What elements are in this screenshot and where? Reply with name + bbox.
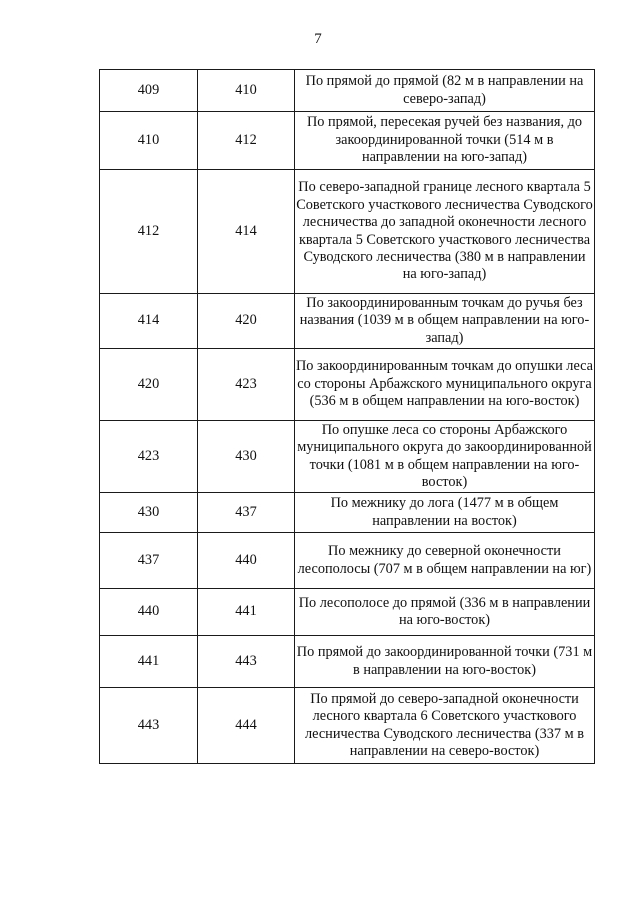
to-point-cell: 444 [198,688,295,764]
from-point-cell: 412 [100,170,198,294]
description-cell: По закоординированным точкам до ручья без названия (1039 м в общем направлении на юго-запад) [295,294,595,349]
to-point-cell: 443 [198,636,295,688]
to-point-cell: 440 [198,533,295,589]
to-point-cell: 430 [198,421,295,493]
to-point-cell: 420 [198,294,295,349]
to-point-cell: 437 [198,493,295,533]
table-row [100,70,595,112]
table-row [100,636,595,688]
from-point-cell: 443 [100,688,198,764]
from-point-cell: 437 [100,533,198,589]
to-point-cell: 410 [198,70,295,112]
page-number: 7 [314,31,322,47]
table-row [100,421,595,493]
table-row [100,589,595,636]
table-row [100,170,595,294]
description-cell: По лесополосе до прямой (336 м в направлении на юго-восток) [295,589,595,636]
to-point-cell: 414 [198,170,295,294]
description-cell: По прямой до прямой (82 м в направлении на северо-запад) [295,70,595,112]
from-point-cell: 420 [100,349,198,421]
from-point-cell: 423 [100,421,198,493]
table-row [100,112,595,170]
boundary-description-table [99,69,595,764]
description-cell: По межнику до северной оконечности лесополосы (707 м в общем направлении на юг) [295,533,595,589]
description-cell: По закоординированным точкам до опушки леса со стороны Арбажского муниципального округа (536 м в общем направлении на юго-восток) [295,349,595,421]
from-point-cell: 441 [100,636,198,688]
from-point-cell: 410 [100,112,198,170]
from-point-cell: 409 [100,70,198,112]
description-cell: По прямой, пересекая ручей без названия, до закоординированной точки (514 м в направлении на юго-запад) [295,112,595,170]
from-point-cell: 440 [100,589,198,636]
to-point-cell: 412 [198,112,295,170]
table-row [100,688,595,764]
description-cell: По прямой до закоординированной точки (731 м в направлении на юго-восток) [295,636,595,688]
description-cell: По межнику до лога (1477 м в общем направлении на восток) [295,493,595,533]
table-row [100,533,595,589]
description-cell: По северо-западной границе лесного квартала 5 Советского участкового лесничества Суводского лесничества до западной оконечности лесного квартала 5 Советского участкового лесничества Суводского лесничества (380 м в направлении на юго-запад) [295,170,595,294]
table-row [100,493,595,533]
from-point-cell: 430 [100,493,198,533]
table-row [100,349,595,421]
from-point-cell: 414 [100,294,198,349]
to-point-cell: 423 [198,349,295,421]
description-cell: По прямой до северо-западной оконечности лесного квартала 6 Советского участкового лесничества Суводского лесничества (337 м в направлении на северо-восток) [295,688,595,764]
description-cell: По опушке леса со стороны Арбажского муниципального округа до закоординированной точки (1081 м в общем направлении на юго-восток) [295,421,595,493]
table-row [100,294,595,349]
to-point-cell: 441 [198,589,295,636]
